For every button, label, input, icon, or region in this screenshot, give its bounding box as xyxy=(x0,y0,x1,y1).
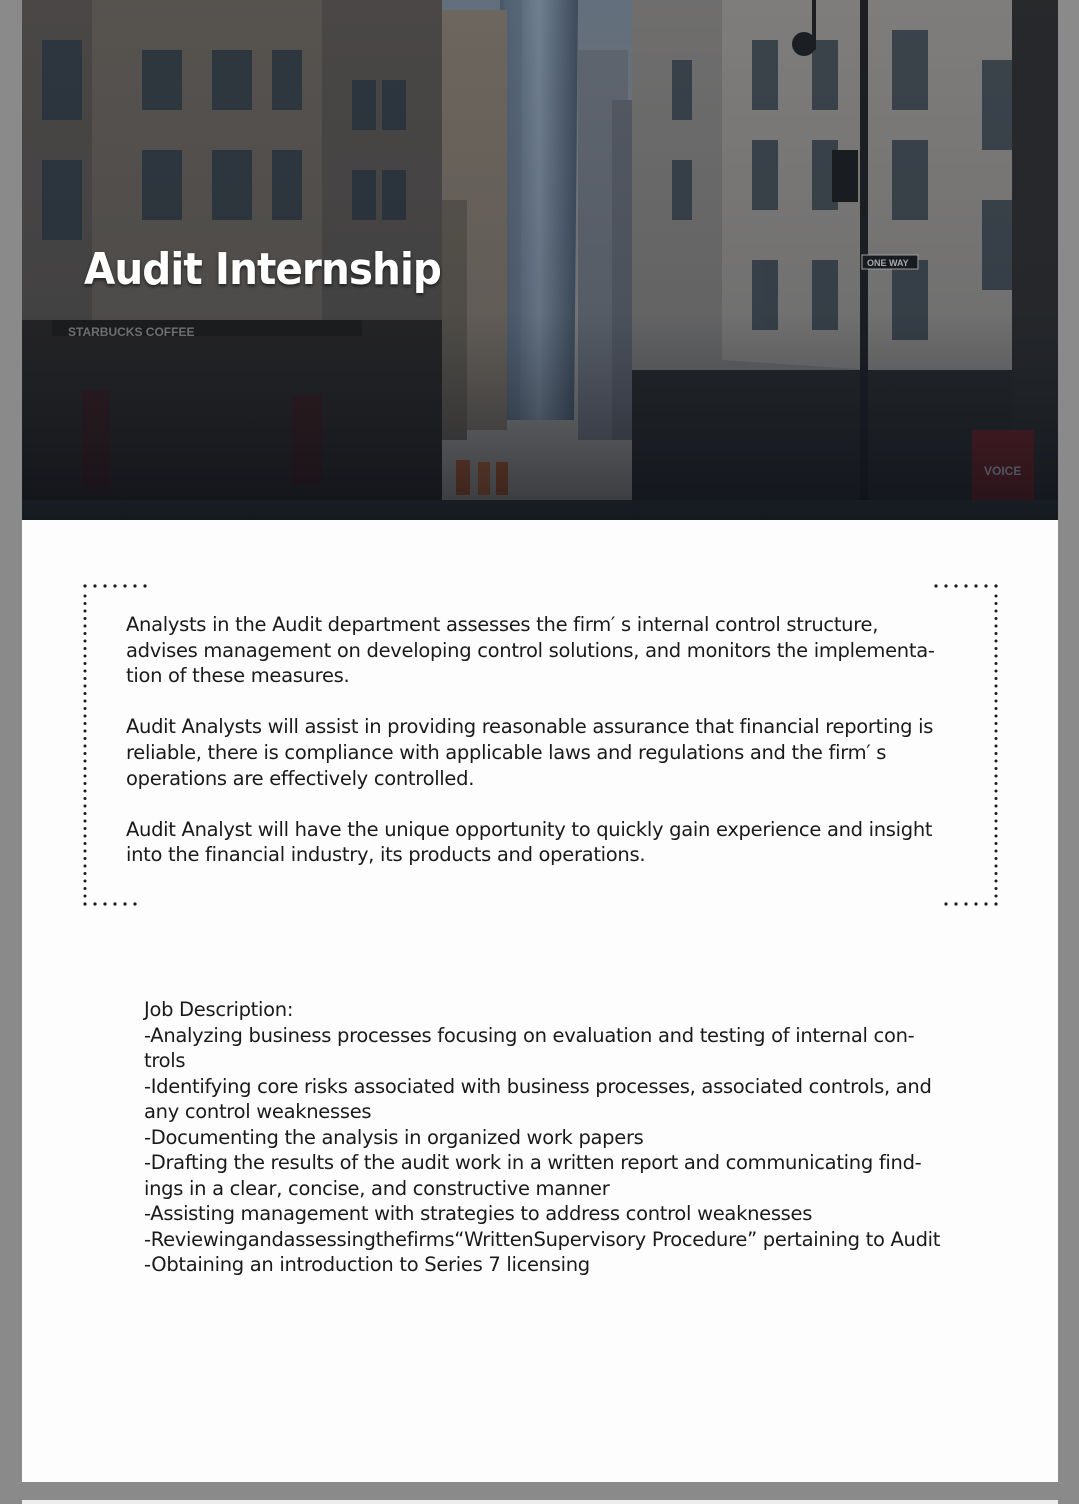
intro-paragraph: Audit Analyst will have the unique opportunity to quickly gain experience and insight into the financial industry, its products and operations. xyxy=(126,817,933,867)
job-duty-item: -Identifying core risks associated with business processes, associated controls, and any control weaknesses xyxy=(144,1074,932,1123)
page-title: Audit Internship xyxy=(84,244,441,295)
hero-banner xyxy=(22,0,1058,520)
next-page-edge xyxy=(22,1500,1058,1504)
job-description-heading: Job Description: xyxy=(144,998,294,1021)
job-duty-item: -Drafting the results of the audit work in a written report and communicating find-ings in a clear, concise, and constructive manner xyxy=(144,1151,922,1200)
intro-paragraph: Audit Analysts will assist in providing reasonable assurance that financial reporting is reliable, there is compliance with applicable laws and regulations and the firm′ s operations are effectively controlled. xyxy=(126,715,934,790)
job-duty-item: -Assisting management with strategies to address control weaknesses xyxy=(144,1202,813,1225)
job-duty-item: -Obtaining an introduction to Series 7 licensing xyxy=(144,1253,590,1276)
document-page xyxy=(22,0,1058,1482)
job-duty-item: -Reviewingandassessingthefirms“WrittenSupervisory Procedure” pertaining to Audit xyxy=(144,1227,941,1251)
job-duty-item: -Documenting the analysis in organized work papers xyxy=(144,1125,644,1149)
job-description-section xyxy=(144,997,944,1278)
intro-section xyxy=(126,612,941,894)
intro-paragraph: Analysts in the Audit department assesses the firm′ s internal control structure, advises management on developing control solutions, and monitors the implementa-tion of these measures. xyxy=(126,613,935,688)
job-duty-item: -Analyzing business processes focusing on evaluation and testing of internal con-trols xyxy=(144,1023,915,1072)
